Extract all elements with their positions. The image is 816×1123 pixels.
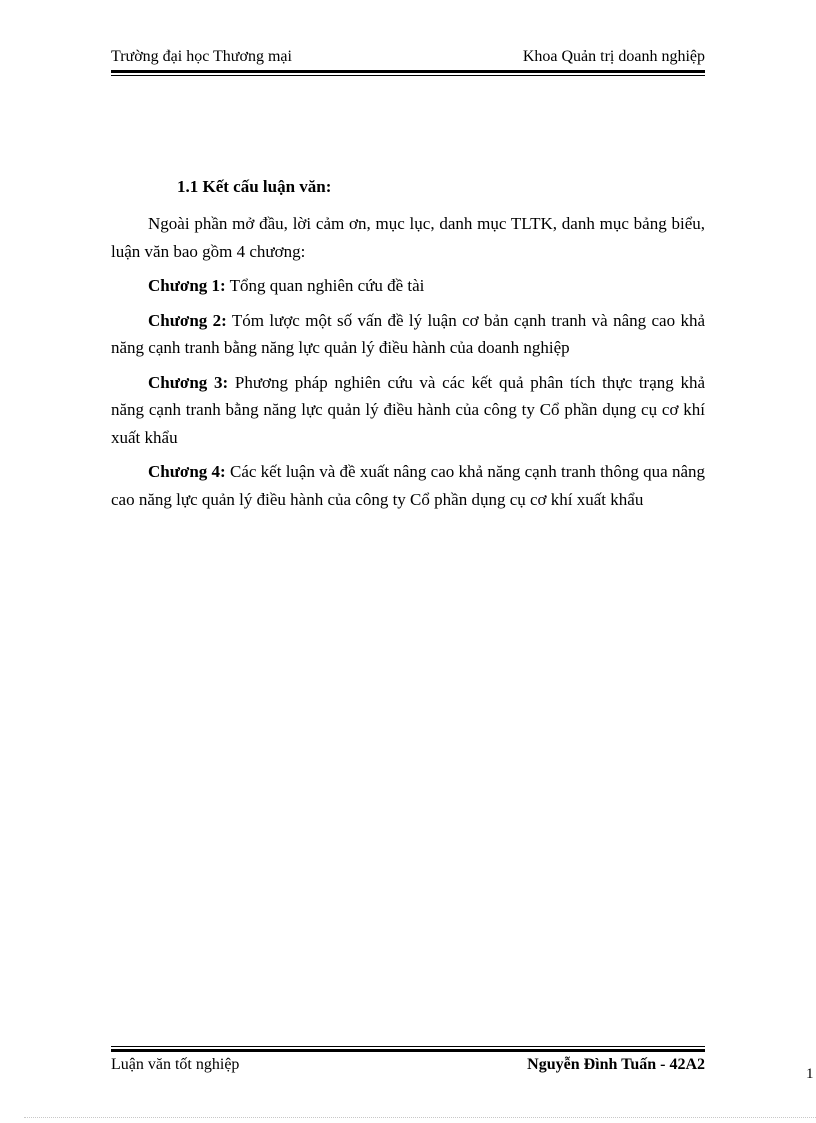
section-title: 1.1 Kết cấu luận văn: [177,177,332,196]
chapter-1-paragraph [111,272,705,300]
footer-rule-thin [111,1046,705,1047]
page-number: 1 [806,1066,814,1082]
chapter-1-text: Tổng quan nghiên cứu đề tài [225,276,425,295]
chapter-4-label: Chương 4: [148,462,226,481]
chapter-3-text: Phương pháp nghiên cứu và các kết quả phân tích thực trạng khả năng cạnh tranh bằng năng lực quản lý điều hành của công ty Cổ phần dụng cụ cơ khí xuất khẩu [111,372,705,447]
chapter-4-text: Các kết luận và đề xuất nâng cao khả năng cạnh tranh thông qua nâng cao năng lực quản lý điều hành của công ty Cổ phần dụng cụ cơ khí xuất khẩu [111,462,706,509]
chapter-2-paragraph [111,307,705,362]
intro-paragraph: Ngoài phần mở đầu, lời cảm ơn, mục lục, danh mục TLTK, danh mục bảng biểu, luận văn bao gồm 4 chương: [111,214,705,261]
chapter-3-paragraph [111,369,705,452]
page-bottom-divider [24,1117,816,1118]
chapter-3-label: Chương 3: [148,372,229,392]
header-rule-thin [111,75,705,76]
footer-author: Nguyễn Đình Tuấn - 42A2 [527,1056,705,1073]
document-body [111,210,705,520]
header-school: Trường đại học Thương mại [111,48,292,65]
chapter-4-paragraph [111,458,705,513]
header-faculty: Khoa Quản trị doanh nghiệp [522,48,705,65]
chapter-2-label: Chương 2: [148,310,227,330]
chapter-1-label: Chương 1: [148,276,226,295]
footer-rule-thick [111,1049,705,1052]
page-header [111,48,705,70]
chapter-2-text: Tóm lược một số vấn đề lý luận cơ bản cạnh tranh và nâng cao khả năng cạnh tranh bằng năng lực quản lý điều hành của doanh nghiệp [111,310,706,357]
page-footer [111,1056,705,1078]
header-rule-thick [111,70,705,73]
footer-thesis-label: Luận văn tốt nghiệp [111,1056,240,1073]
